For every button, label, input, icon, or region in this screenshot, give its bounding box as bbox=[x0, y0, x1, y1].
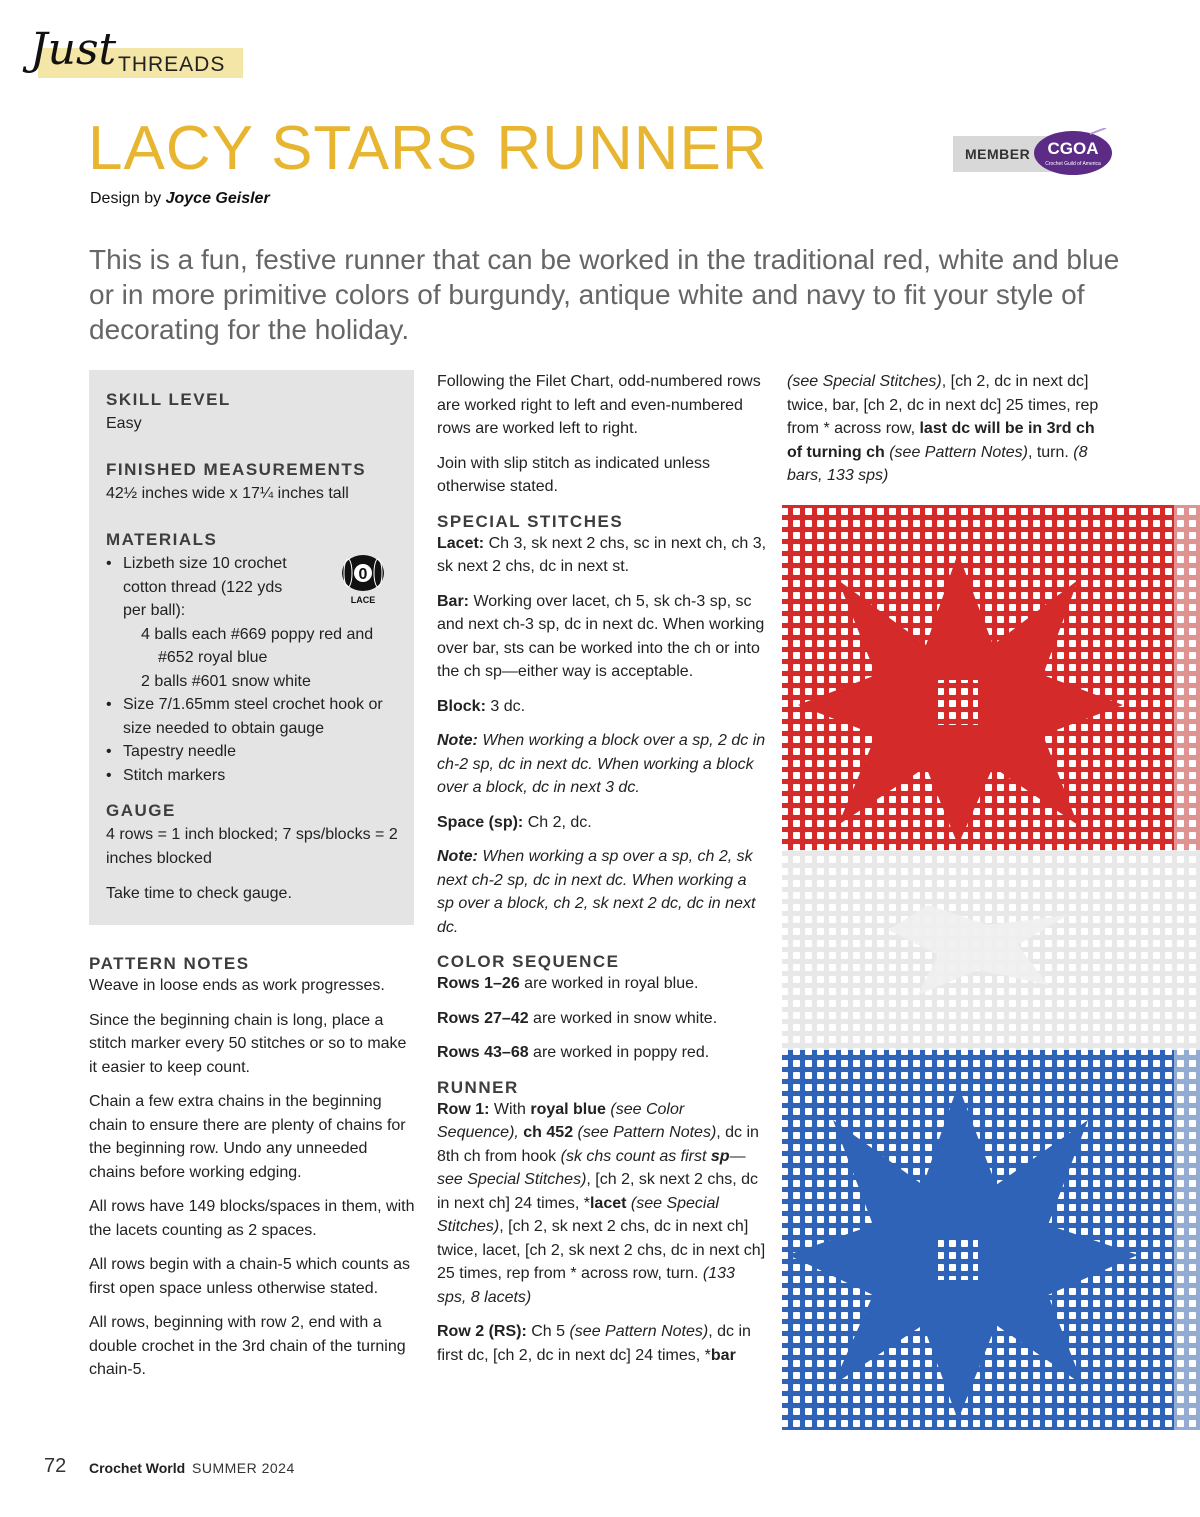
page-title: LACY STARS RUNNER bbox=[88, 114, 768, 183]
note-paragraph: All rows have 149 blocks/spaces in them, with the lacets counting as 2 spaces. bbox=[89, 1198, 415, 1239]
stitch-bar: Bar: Working over lacet, ch 5, sk ch-3 sp, sc and next ch-3 sp, dc in next dc. When working over bar, sts can be worked into the ch or into the ch sp—either way is acceptable. bbox=[437, 592, 765, 680]
stitch-space: Space (sp): Ch 2, dc. bbox=[437, 813, 592, 831]
special-stitches-heading: SPECIAL STITCHES bbox=[437, 511, 624, 531]
color-seq-item: Rows 1–26 are worked in royal blue. bbox=[437, 975, 699, 992]
material-text: #652 royal blue bbox=[158, 649, 268, 666]
note-paragraph: All rows, beginning with row 2, end with a double crochet in the 3rd chain of the turning chain-5. bbox=[89, 1314, 406, 1378]
lace-weight-number: 0 bbox=[358, 566, 368, 583]
color-seq-item: Rows 27–42 are worked in snow white. bbox=[437, 1009, 718, 1027]
skill-level-heading: SKILL LEVEL bbox=[106, 390, 231, 409]
member-label: MEMBER bbox=[965, 146, 1031, 162]
runner-photo bbox=[778, 505, 1200, 1430]
join-instruction: Join with slip stitch as indicated unless otherwise stated. bbox=[437, 454, 711, 495]
pattern-notes bbox=[89, 954, 417, 1382]
lace-weight-icon bbox=[340, 553, 386, 605]
color-seq-item: Rows 43–68 are worked in poppy red. bbox=[437, 1044, 710, 1061]
material-item: • Size 7/1.65mm steel crochet hook or bbox=[123, 693, 403, 717]
material-text: 2 balls #601 snow white bbox=[141, 672, 311, 690]
blue-panel bbox=[782, 1050, 1200, 1430]
stitch-lacet: Lacet: Ch 3, sk next 2 chs, sc in next ch, ch 3, sk next 2 chs, dc in next st. bbox=[437, 534, 767, 575]
stitch-block: Block: 3 dc. bbox=[437, 697, 526, 715]
space-note: Note: When working a sp over a sp, ch 2, sk next ch-2 sp, dc in next dc. When working a sp over a block, ch 2, sk next 2 dc, dc in next dc. bbox=[437, 848, 756, 936]
byline bbox=[90, 190, 270, 208]
material-text: per ball): bbox=[123, 602, 186, 619]
magazine-name: Crochet World bbox=[89, 1460, 186, 1476]
chart-instruction: Following the Filet Chart, odd-numbered rows are worked right to left and even-numbered rows are worked left to right. bbox=[437, 373, 761, 437]
designer-name: Joyce Geisler bbox=[165, 190, 270, 207]
row-2-continued-text: (see Special Stitches), [ch 2, dc in next dc] twice, bar, [ch 2, dc in next dc] 25 times, rep from * across row, last dc will be in 3rd ch of turning ch (see Pattern Notes), turn. (8 bars, 133 sps) bbox=[787, 373, 1099, 484]
instructions-column bbox=[437, 370, 767, 1367]
note-paragraph: Chain a few extra chains in the beginning chain to ensure there are plenty of chains for the beginning row. Undo any unneeded chains before working edging. bbox=[89, 1093, 406, 1181]
byline-prefix: Design by bbox=[90, 190, 166, 207]
cgoa-logo bbox=[1032, 128, 1114, 178]
material-text: size needed to obtain gauge bbox=[123, 719, 325, 737]
red-panel bbox=[782, 505, 1200, 850]
gauge-note: Take time to check gauge. bbox=[106, 885, 292, 902]
material-text: 4 balls each #669 poppy red and bbox=[141, 625, 374, 643]
material-item: • Lizbeth size 10 crochet bbox=[123, 552, 403, 576]
materials-heading: MATERIALS bbox=[106, 530, 218, 549]
material-text: cotton thread (122 yds bbox=[123, 578, 283, 596]
color-sequence-heading: COLOR SEQUENCE bbox=[437, 952, 620, 971]
note-paragraph: Weave in loose ends as work progresses. bbox=[89, 977, 385, 994]
material-item: • Stitch markers bbox=[123, 764, 403, 788]
finished-measurements-heading: FINISHED MEASUREMENTS bbox=[106, 460, 367, 479]
block-note: Note: When working a block over a sp, 2 dc in ch-2 sp, dc in next dc. When working a block over a block, dc in next 3 dc. bbox=[437, 732, 766, 796]
material-item: • Tapestry needle bbox=[123, 740, 403, 764]
row-2-continued bbox=[787, 370, 1102, 488]
finished-measurements-value: 42½ inches wide x 17¼ inches tall bbox=[106, 485, 349, 502]
page-number: 72 bbox=[44, 1455, 67, 1477]
cgoa-logo-subtext: Crochet Guild of America bbox=[1045, 161, 1101, 167]
section-header-script: Just bbox=[30, 24, 117, 75]
note-paragraph: All rows begin with a chain-5 which counts as first open space unless otherwise stated. bbox=[89, 1256, 411, 1297]
row-1-instruction: Row 1: With royal blue (see Color Sequence), ch 452 (see Pattern Notes), dc in 8th ch from hook (sk chs count as first sp—see Special Stitches), [ch 2, sk next 2 chs, dc in next ch] 24 times, *lacet (see Special Stitches), [ch 2, sk next 2 chs, dc in next ch] twice, lacet, [ch 2, sk next 2 chs, dc in next ch] 25 times, rep from * across row, turn. (133 sps, 8 lacets) bbox=[437, 1100, 766, 1306]
issue-label: SUMMER 2024 bbox=[192, 1460, 295, 1476]
gauge-value: 4 rows = 1 inch blocked; 7 sps/blocks = 2 inches blocked bbox=[106, 826, 398, 867]
gauge-heading: GAUGE bbox=[106, 801, 176, 820]
cgoa-logo-text: CGOA bbox=[1047, 139, 1099, 158]
note-paragraph: Since the beginning chain is long, place a stitch marker every 50 stitches or so to make it easier to keep count. bbox=[89, 1011, 407, 1076]
skill-level-value: Easy bbox=[106, 415, 142, 432]
lace-weight-label: LACE bbox=[350, 595, 376, 605]
runner-heading: RUNNER bbox=[437, 1077, 519, 1097]
pattern-notes-heading: PATTERN NOTES bbox=[89, 954, 250, 973]
section-header-label: THREADS bbox=[118, 53, 226, 76]
row-2-instruction: Row 2 (RS): Ch 5 (see Pattern Notes), dc in first dc, [ch 2, dc in next dc] 24 times, *bar bbox=[437, 1323, 751, 1364]
intro-text: This is a fun, festive runner that can be worked in the traditional red, white and blue or in more primitive colors of burgundy, antique white and navy to fit your style of decorating for the holiday. bbox=[89, 244, 1120, 345]
runner-edge-lacets bbox=[1174, 505, 1200, 1430]
white-panel bbox=[782, 850, 1200, 1050]
